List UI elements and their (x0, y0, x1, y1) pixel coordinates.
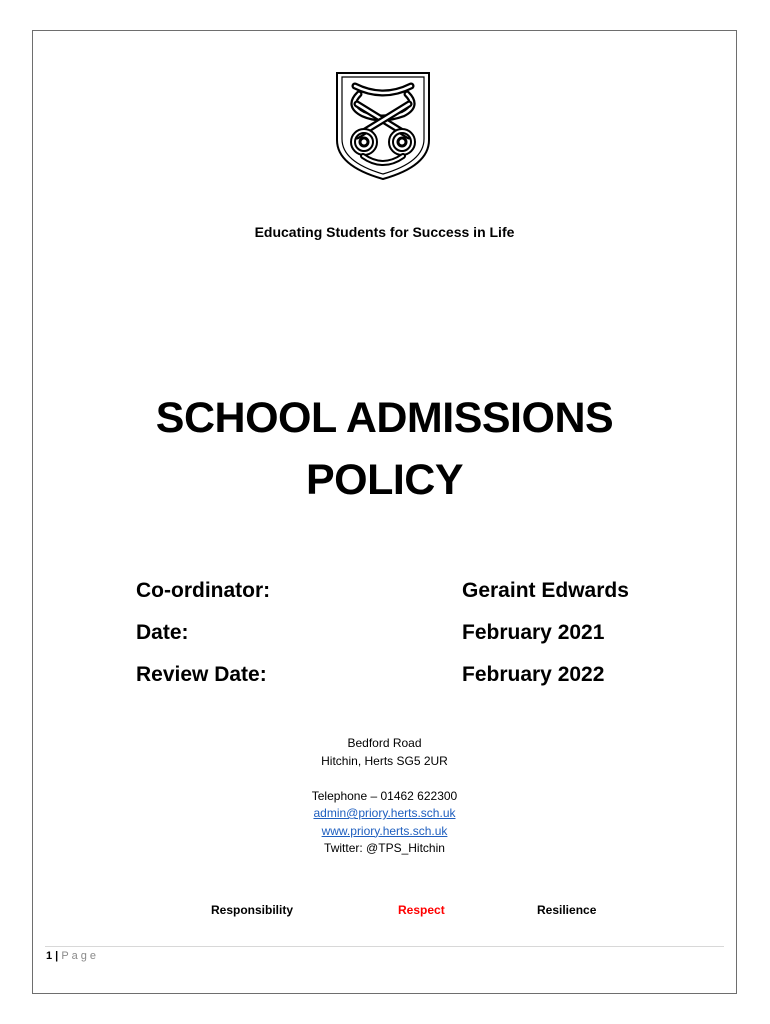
address-street: Bedford Road (347, 736, 422, 750)
email-link[interactable]: admin@priory.herts.sch.uk (313, 806, 456, 820)
document-page (32, 30, 737, 994)
info-row-coordinator (136, 579, 656, 609)
review-date-label: Review Date: (136, 663, 267, 686)
website-link[interactable]: www.priory.herts.sch.uk (321, 823, 448, 838)
page-footer (46, 950, 99, 962)
page-separator: | (52, 950, 62, 962)
date-value: February 2021 (462, 621, 605, 644)
value-respect: Respect (398, 903, 445, 917)
document-title (33, 387, 736, 511)
twitter-handle: Twitter: @TPS_Hitchin (324, 841, 445, 855)
address-spacer (33, 770, 736, 788)
page-word: Page (61, 950, 100, 962)
value-resilience: Resilience (537, 903, 597, 917)
telephone: Telephone – 01462 622300 (311, 788, 458, 803)
info-row-review-date (136, 663, 656, 693)
footer-divider (45, 946, 724, 947)
contact-block (33, 735, 736, 858)
page-number: 1 (46, 950, 53, 962)
title-line-2: POLICY (305, 456, 464, 504)
address-town: Hitchin, Herts SG5 2UR (321, 753, 448, 768)
coordinator-label: Co-ordinator: (136, 579, 271, 602)
title-line-1: SCHOOL ADMISSIONS (155, 394, 614, 442)
coordinator-value: Geraint Edwards (462, 579, 629, 602)
school-crest-icon (333, 70, 433, 182)
date-label: Date: (136, 621, 189, 644)
value-responsibility: Responsibility (211, 903, 294, 917)
info-row-date (136, 621, 656, 651)
school-motto: Educating Students for Success in Life (254, 224, 515, 240)
review-date-value: February 2022 (462, 663, 605, 686)
